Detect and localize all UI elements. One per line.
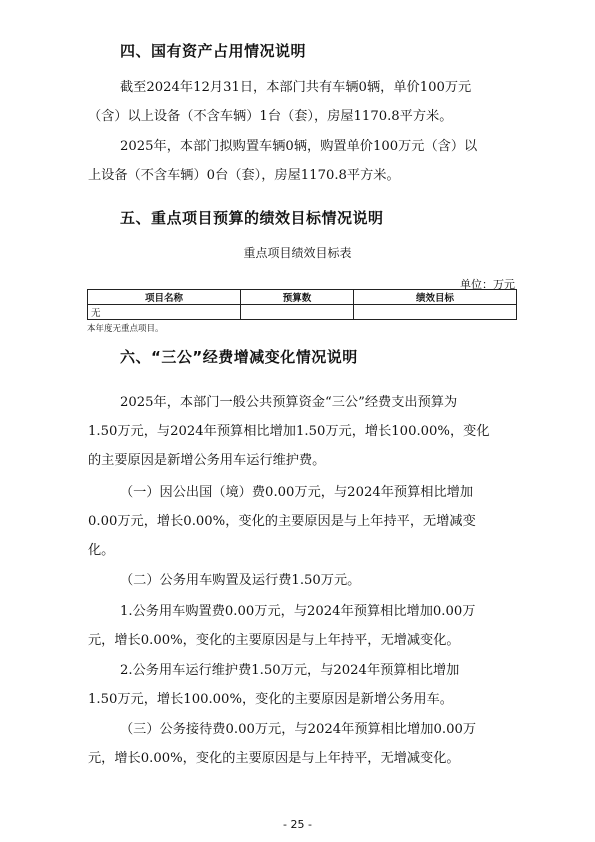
- table-note: 本年度无重点项目。: [87, 324, 164, 334]
- text-line: 1.公务用车购置费0.00万元，与2024年预算相比增加0.00万: [120, 604, 476, 619]
- table-row: [88, 305, 517, 320]
- table-title: 重点项目绩效目标表: [243, 246, 352, 260]
- text-line: 上设备（不含车辆）0台（套），房屋1170.8平方米。: [88, 168, 400, 183]
- section-6-paragraph-2: [88, 478, 518, 565]
- table-header-row: [88, 290, 517, 305]
- text-line: 0.00万元，增长0.00%，变化的主要原因是与上年持平，无增减变: [88, 514, 476, 529]
- text-line: 元，增长0.00%，变化的主要原因是与上年持平，无增减变化。: [88, 633, 460, 648]
- text-line: （一）因公出国（境）费0.00万元，与2024年预算相比增加: [120, 485, 474, 500]
- section-6-heading: 六、“三公”经费增减变化情况说明: [120, 348, 358, 366]
- section-4-paragraph-1: [88, 73, 518, 131]
- column-header-performance-goal: 绩效目标: [354, 290, 517, 305]
- section-6-paragraph-3: [88, 566, 518, 595]
- performance-goals-table: [87, 289, 517, 320]
- text-line: （三）公务接待费0.00万元，与2024年预算相比增加0.00万: [120, 722, 477, 737]
- section-4-heading: 四、国有资产占用情况说明: [120, 42, 307, 60]
- text-line: 1.50万元，与2024年预算相比增加1.50万元，增长100.00%，变化: [88, 424, 490, 439]
- text-line: 截至2024年12月31日，本部门共有车辆0辆，单价100万元: [120, 80, 472, 95]
- section-5-heading: 五、重点项目预算的绩效目标情况说明: [120, 209, 384, 227]
- section-6-paragraph-5: [88, 656, 518, 714]
- table-cell: [354, 305, 517, 320]
- table-unit: 单位：万元: [460, 278, 515, 291]
- column-header-budget: 预算数: [241, 290, 354, 305]
- text-line: 元，增长0.00%，变化的主要原因是与上年持平，无增减变化。: [88, 751, 460, 766]
- text-line: 化。: [88, 543, 115, 558]
- text-line: 2.公务用车运行维护费1.50万元，与2024年预算相比增加: [120, 663, 460, 678]
- text-line: 2025年，本部门一般公共预算资金“三公”经费支出预算为: [120, 395, 458, 410]
- text-line: 2025年，本部门拟购置车辆0辆，购置单价100万元（含）以: [120, 139, 478, 154]
- text-line: （二）公务用车购置及运行费1.50万元。: [120, 573, 361, 588]
- page-number: - 25 -: [283, 818, 312, 831]
- table-cell: [241, 305, 354, 320]
- section-6-paragraph-4: [88, 597, 518, 655]
- table-cell: 无: [88, 305, 241, 320]
- text-line: 1.50万元，增长100.00%，变化的主要原因是新增公务用车。: [88, 692, 453, 707]
- text-line: 的主要原因是新增公务用车运行维护费。: [88, 453, 326, 468]
- text-line: （含）以上设备（不含车辆）1台（套），房屋1170.8平方米。: [88, 109, 453, 124]
- section-4-paragraph-2: [88, 132, 518, 190]
- section-6-paragraph-6: [88, 715, 518, 773]
- section-6-paragraph-1: [88, 388, 518, 475]
- column-header-project-name: 项目名称: [88, 290, 241, 305]
